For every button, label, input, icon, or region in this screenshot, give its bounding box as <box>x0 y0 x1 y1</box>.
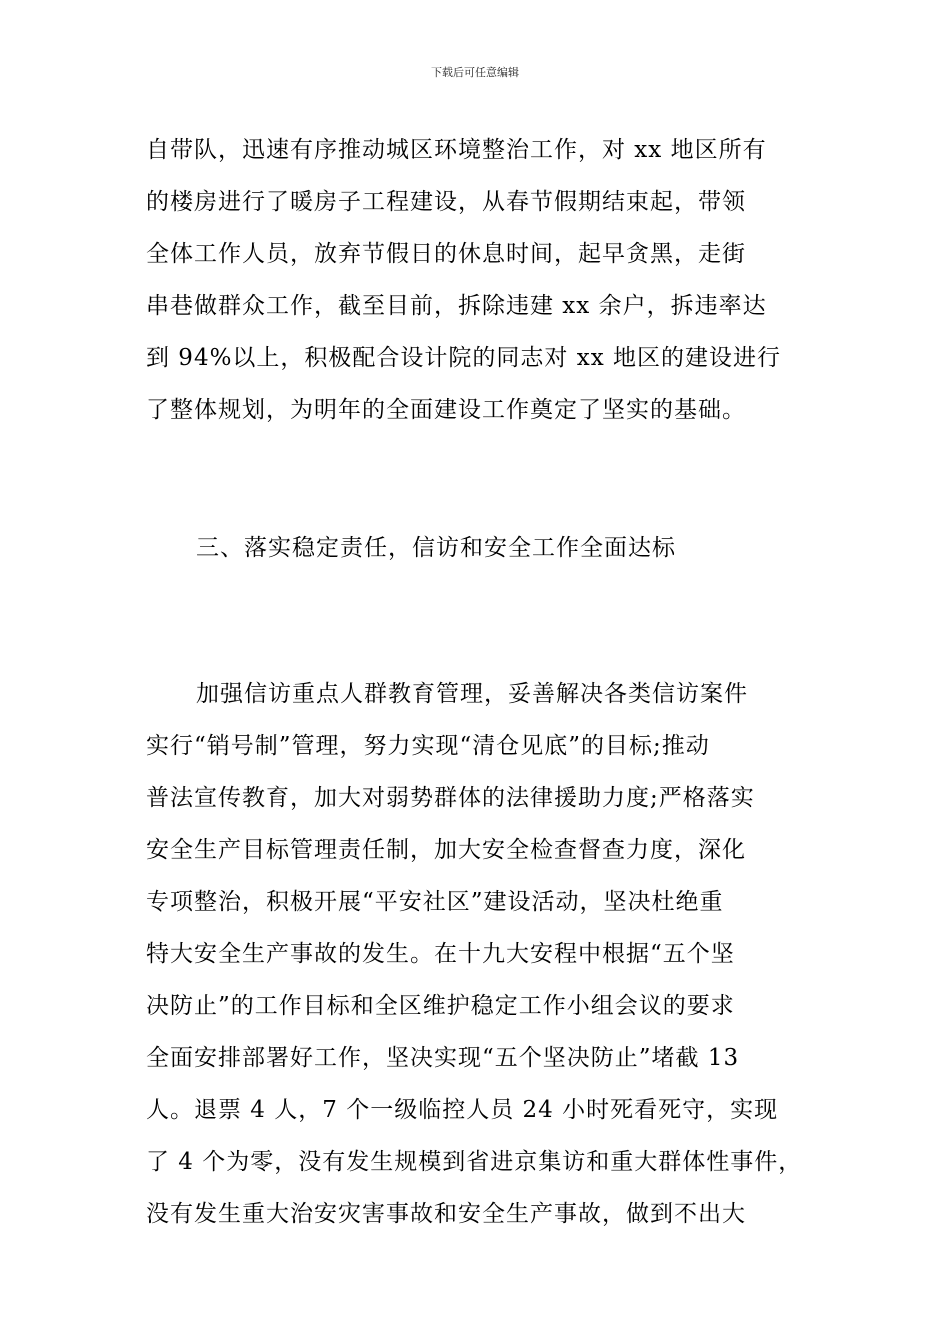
paragraph-2 <box>146 668 811 1240</box>
paragraph-line: 决防止”的工作目标和全区维护稳定工作小组会议的要求 <box>146 993 735 1019</box>
paragraph-line: 了 4 个为零，没有发生规模到省进京集访和重大群体性事件， <box>146 1149 803 1175</box>
paragraph-line: 特大安全生产事故的发生。在十九大安程中根据“五个坚 <box>146 941 735 967</box>
paragraph-line: 人。退票 4 人，7 个一级临控人员 24 小时死看死守，实现 <box>146 1097 779 1123</box>
section-heading-text: 三、落实稳定责任，信访和安全工作全面达标 <box>196 535 676 561</box>
paragraph-line: 自带队，迅速有序推动城区环境整治工作，对 xx 地区所有 <box>146 137 767 163</box>
paragraph-line: 没有发生重大治安灾害事故和安全生产事故，做到不出大 <box>146 1201 746 1227</box>
paragraph-line: 了整体规划，为明年的全面建设工作奠定了坚实的基础。 <box>146 397 746 423</box>
paragraph-line: 全面安排部署好工作，坚决实现“五个坚决防止”堵截 13 <box>146 1045 740 1071</box>
paragraph-line: 全体工作人员，放弃节假日的休息时间，起早贪黑，走街 <box>146 241 746 267</box>
paragraph-line: 到 94%以上，积极配合设计院的同志对 xx 地区的建设进行 <box>146 345 781 371</box>
paragraph-line: 专项整治，积极开展“平安社区”建设活动，坚决杜绝重 <box>146 889 724 915</box>
section-heading <box>196 522 861 574</box>
paragraph-1 <box>146 124 811 436</box>
paragraph-line: 加强信访重点人群教育管理，妥善解决各类信访案件 <box>196 681 748 707</box>
paragraph-line: 的楼房进行了暖房子工程建设，从春节假期结束起，带领 <box>146 189 746 215</box>
paragraph-line: 串巷做群众工作，截至目前，拆除违建 xx 余户，拆违率达 <box>146 293 767 319</box>
paragraph-line: 普法宣传教育，加大对弱势群体的法律援助力度;严格落实 <box>146 785 755 811</box>
paragraph-line: 实行“销号制”管理，努力实现“清仓见底”的目标;推动 <box>146 733 710 759</box>
paragraph-line: 安全生产目标管理责任制，加大安全检查督查力度，深化 <box>146 837 746 863</box>
header-note: 下载后可任意编辑 <box>431 66 519 79</box>
